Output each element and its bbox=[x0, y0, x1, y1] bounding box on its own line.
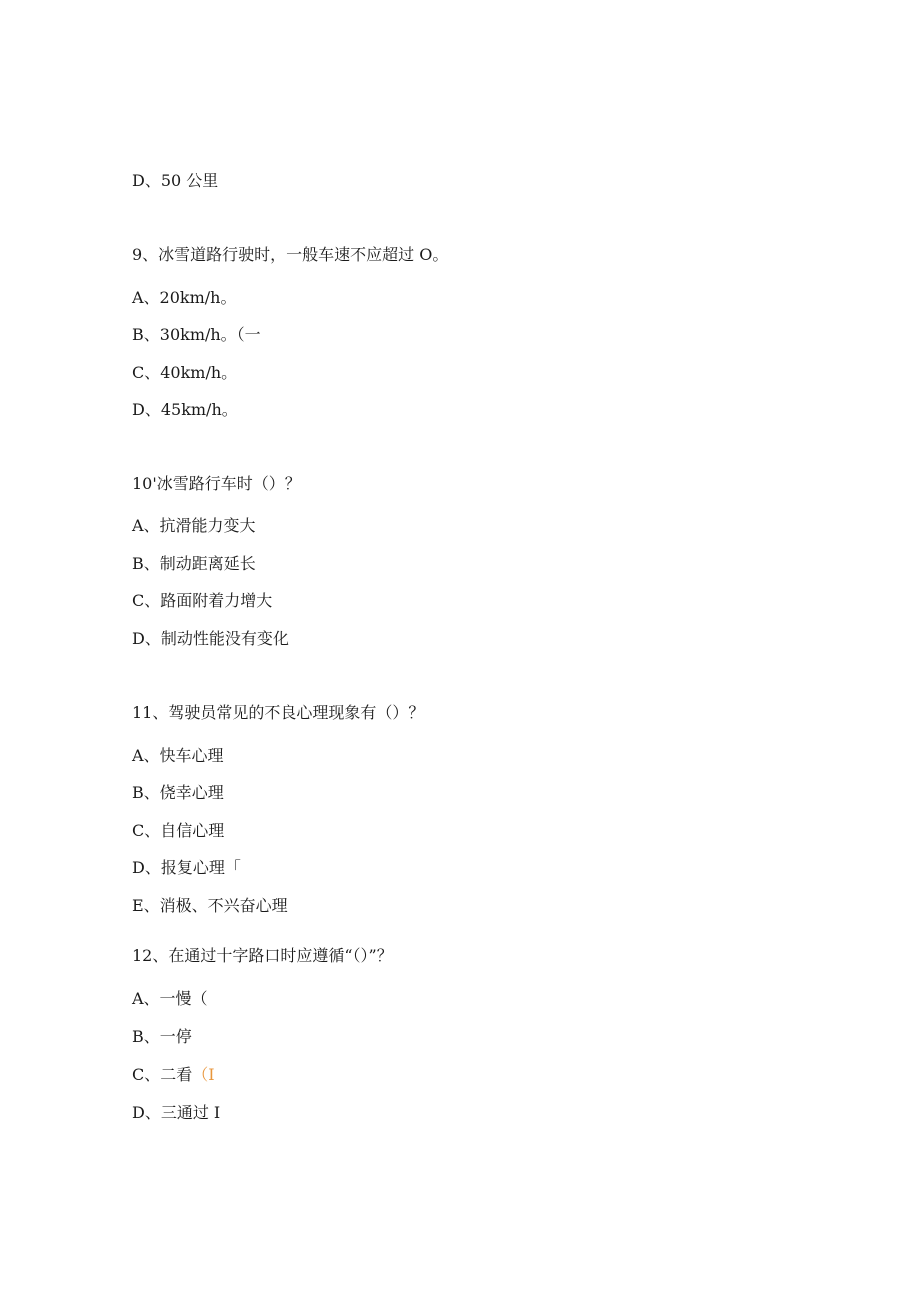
q11-option-c: C、自信心理 bbox=[132, 821, 225, 840]
q11-option-a: A、快车心理 bbox=[132, 746, 224, 765]
q12-option-c-annotation: （I bbox=[192, 1065, 215, 1084]
q12-stem: 12、在通过十字路口时应遵循“（）”？ bbox=[132, 946, 393, 965]
q11-stem: 11、驾驶员常见的不良心理现象有（）？ bbox=[132, 703, 425, 722]
q11-option-d: D、报复心理「 bbox=[132, 858, 241, 877]
q10-stem: 10'冰雪路行车时（）？ bbox=[132, 474, 301, 493]
q9-option-d: D、45km/h。 bbox=[132, 400, 238, 419]
q12-option-a: A、一慢（ bbox=[132, 989, 208, 1008]
q9-option-c: C、40km∕h。 bbox=[132, 363, 238, 382]
q9-option-b: B、30km∕h。（一 bbox=[132, 325, 261, 344]
q10-option-a: A、抗滑能力变大 bbox=[132, 516, 256, 535]
q9-option-a: A、20km∕h。 bbox=[132, 288, 237, 307]
q8-option-d: D、50 公里 bbox=[132, 171, 219, 190]
q12-option-b: B、一停 bbox=[132, 1027, 192, 1046]
q9-stem: 9、冰雪道路行驶时，一般车速不应超过 O。 bbox=[132, 245, 449, 264]
q10-option-d: D、制动性能没有变化 bbox=[132, 629, 289, 648]
q12-option-c-label: C、二看 bbox=[132, 1065, 193, 1084]
q11-option-b: B、侥幸心理 bbox=[132, 783, 224, 802]
q11-option-e: E、消极、不兴奋心理 bbox=[132, 896, 288, 915]
q12-option-d: D、三通过 I bbox=[132, 1103, 221, 1122]
q10-option-c: C、路面附着力增大 bbox=[132, 591, 273, 610]
q10-option-b: B、制动距离延长 bbox=[132, 554, 256, 573]
q12-option-c bbox=[132, 1065, 215, 1085]
